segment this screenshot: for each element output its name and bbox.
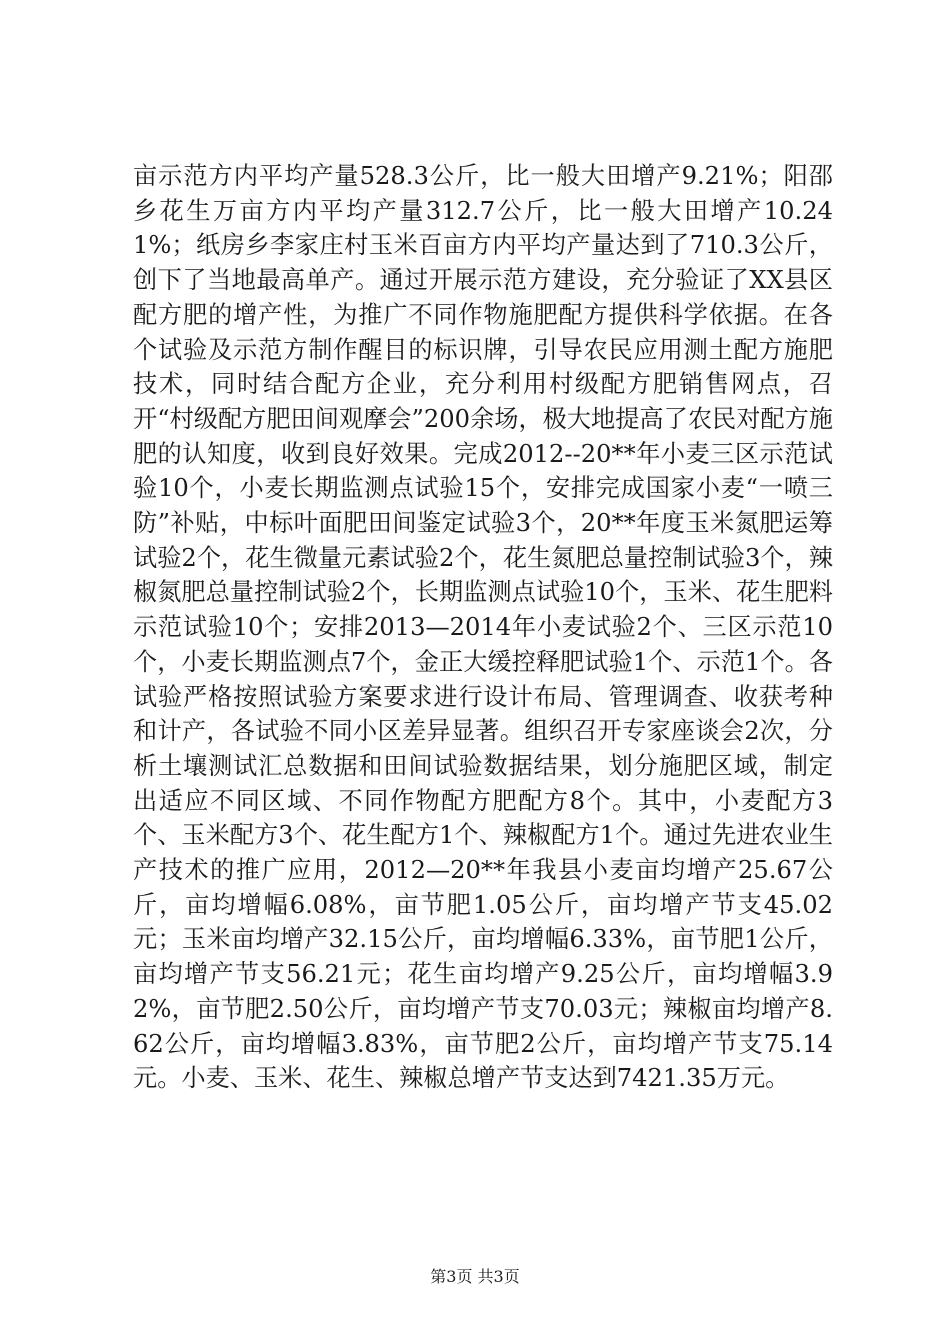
- page-footer: 第3页 共3页: [430, 1267, 520, 1286]
- body-paragraph: 亩示范方内平均产量528.3公斤，比一般大田增产9.21%；阳邵乡花生万亩方内平均产量312.7公斤，比一般大田增产10.241%；纸房乡李家庄村玉米百亩方内平均产量达到了710.3公斤，创下了当地最高单产。通过开展示范方建设，充分验证了XX县区配方肥的增产性，为推广不同作物施肥配方提供科学依据。在各个试验及示范方制作醒目的标识牌，引导农民应用测土配方施肥技术，同时结合配方企业，充分利用村级配方肥销售网点，召开“村级配方肥田间观摩会”200余场，极大地提高了农民对配方施肥的认知度，收到良好效果。完成2012--20**年小麦三区示范试验10个，小麦长期监测点试验15个，安排完成国家小麦“一喷三防”补贴，中标叶面肥田间鉴定试验3个，20**年度玉米氮肥运筹试验2个，花生微量元素试验2个，花生氮肥总量控制试验3个，辣椒氮肥总量控制试验2个，长期监测点试验10个，玉米、花生肥料示范试验10个；安排2013—2014年小麦试验2个、三区示范10个，小麦长期监测点7个，金正大缓控释肥试验1个、示范1个。各试验严格按照试验方案要求进行设计布局、管理调查、收获考种和计产，各试验不同小区差异显著。组织召开专家座谈会2次，分析土壤测试汇总数据和田间试验数据结果，划分施肥区域，制定出适应不同区域、不同作物配方肥配方8个。其中，小麦配方3个、玉米配方3个、花生配方1个、辣椒配方1个。通过先进农业生产技术的推广应用，2012—20**年我县小麦亩均增产25.67公斤，亩均增幅6.08%，亩节肥1.05公斤，亩均增产节支45.02元；玉米亩均增产32.15公斤，亩均增幅6.33%，亩节肥1公斤，亩均增产节支56.21元；花生亩均增产9.25公斤，亩均增幅3.92%，亩节肥2.50公斤，亩均增产节支70.03元；辣椒亩均增产8.62公斤，亩均增幅3.83%，亩节肥2公斤，亩均增产节支75.14元。小麦、玉米、花生、辣椒总增产节支达到7421.35万元。: [133, 162, 833, 1093]
